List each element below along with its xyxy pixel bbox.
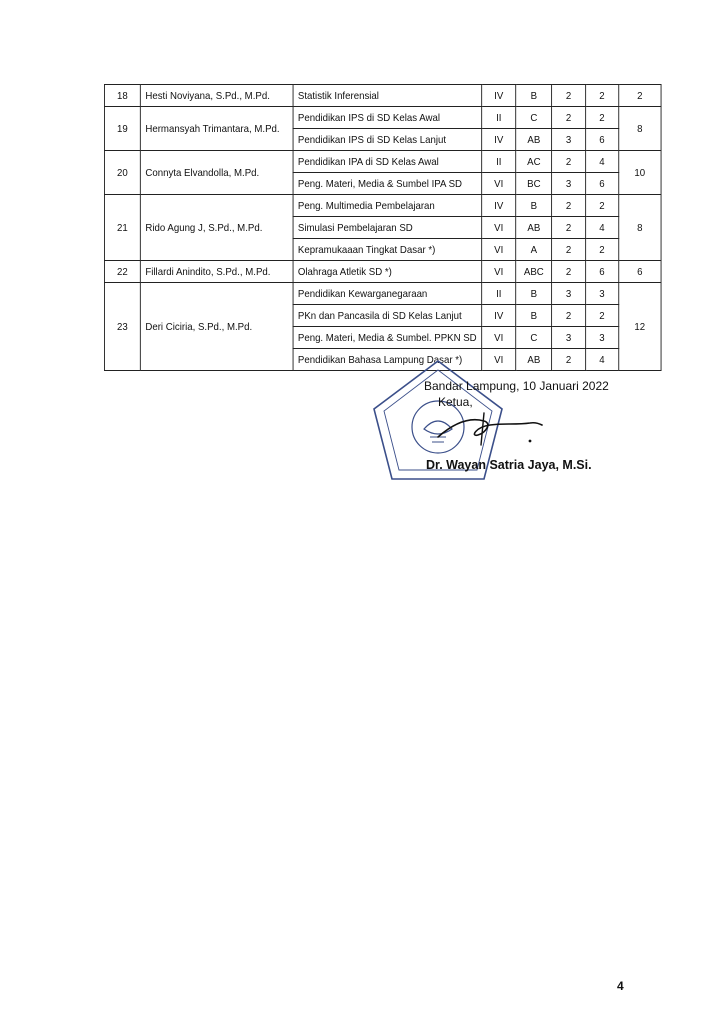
semester: VI <box>482 239 516 261</box>
page-number: 4 <box>617 979 624 993</box>
class-group: C <box>516 107 552 129</box>
load-count: 4 <box>585 151 618 173</box>
table-row <box>104 107 661 129</box>
class-group: AC <box>516 151 552 173</box>
class-group: AB <box>516 349 552 371</box>
lecturer-name: Hermansyah Trimantara, M.Pd. <box>140 107 293 151</box>
semester: IV <box>482 195 516 217</box>
credit-count: 2 <box>552 151 585 173</box>
credit-count: 2 <box>552 349 585 371</box>
course-name: Statistik Inferensial <box>293 85 482 107</box>
class-group: AB <box>516 129 552 151</box>
credit-count: 2 <box>552 239 585 261</box>
class-group: A <box>516 239 552 261</box>
load-count: 3 <box>585 283 618 305</box>
load-count: 4 <box>585 349 618 371</box>
lecturer-name: Connyta Elvandolla, M.Pd. <box>140 151 293 195</box>
row-number: 22 <box>104 261 140 283</box>
course-name: Peng. Materi, Media & Sumbel. PPKN SD <box>293 327 482 349</box>
load-count: 6 <box>585 261 618 283</box>
total-load: 6 <box>619 261 662 283</box>
credit-count: 2 <box>552 85 585 107</box>
row-number: 23 <box>104 283 140 371</box>
semester: II <box>482 283 516 305</box>
semester: II <box>482 107 516 129</box>
semester: IV <box>482 129 516 151</box>
credit-count: 2 <box>552 261 585 283</box>
semester: VI <box>482 217 516 239</box>
course-name: Pendidikan IPS di SD Kelas Lanjut <box>293 129 482 151</box>
row-number: 19 <box>104 107 140 151</box>
semester: VI <box>482 173 516 195</box>
lecturer-name: Deri Ciciria, S.Pd., M.Pd. <box>140 283 293 371</box>
semester: VI <box>482 261 516 283</box>
course-name: Peng. Multimedia Pembelajaran <box>293 195 482 217</box>
total-load: 8 <box>619 107 662 151</box>
load-count: 2 <box>585 195 618 217</box>
signer-name: Dr. Wayan Satria Jaya, M.Si. <box>426 458 592 472</box>
lecturer-name: Rido Agung J, S.Pd., M.Pd. <box>140 195 293 261</box>
load-count: 3 <box>585 327 618 349</box>
class-group: B <box>516 305 552 327</box>
teaching-load-table <box>104 84 662 371</box>
credit-count: 2 <box>552 107 585 129</box>
total-load: 12 <box>619 283 662 371</box>
course-name: PKn dan Pancasila di SD Kelas Lanjut <box>293 305 482 327</box>
load-count: 2 <box>585 85 618 107</box>
row-number: 21 <box>104 195 140 261</box>
credit-count: 2 <box>552 217 585 239</box>
table-row <box>104 195 661 217</box>
semester: IV <box>482 305 516 327</box>
credit-count: 2 <box>552 305 585 327</box>
load-count: 2 <box>585 305 618 327</box>
handwritten-signature <box>434 403 544 451</box>
class-group: ABC <box>516 261 552 283</box>
lecturer-name: Fillardi Anindito, S.Pd., M.Pd. <box>140 261 293 283</box>
table-body <box>104 85 661 371</box>
load-count: 2 <box>585 239 618 261</box>
class-group: B <box>516 85 552 107</box>
signature-block <box>368 355 608 490</box>
semester: IV <box>482 85 516 107</box>
load-count: 2 <box>585 107 618 129</box>
semester: VI <box>482 327 516 349</box>
total-load: 8 <box>619 195 662 261</box>
semester: II <box>482 151 516 173</box>
class-group: BC <box>516 173 552 195</box>
class-group: AB <box>516 217 552 239</box>
credit-count: 3 <box>552 283 585 305</box>
class-group: C <box>516 327 552 349</box>
class-group: B <box>516 283 552 305</box>
course-name: Olahraga Atletik SD *) <box>293 261 482 283</box>
place-date: Bandar Lampung, 10 Januari 2022 <box>424 379 609 393</box>
table-row <box>104 261 661 283</box>
table-row <box>104 151 661 173</box>
row-number: 18 <box>104 85 140 107</box>
load-count: 6 <box>585 129 618 151</box>
course-name: Kepramukaaan Tingkat Dasar *) <box>293 239 482 261</box>
course-name: Pendidikan Bahasa Lampung Dasar *) <box>293 349 482 371</box>
credit-count: 2 <box>552 195 585 217</box>
signer-role: Ketua, <box>438 395 473 409</box>
load-count: 6 <box>585 173 618 195</box>
table-row <box>104 85 661 107</box>
class-group: B <box>516 195 552 217</box>
total-load: 2 <box>619 85 662 107</box>
lecturer-name: Hesti Noviyana, S.Pd., M.Pd. <box>140 85 293 107</box>
row-number: 20 <box>104 151 140 195</box>
course-name: Peng. Materi, Media & Sumbel IPA SD <box>293 173 482 195</box>
course-name: Simulasi Pembelajaran SD <box>293 217 482 239</box>
course-name: Pendidikan IPS di SD Kelas Awal <box>293 107 482 129</box>
course-name: Pendidikan Kewarganegaraan <box>293 283 482 305</box>
table-row <box>104 283 661 305</box>
load-count: 4 <box>585 217 618 239</box>
credit-count: 3 <box>552 129 585 151</box>
course-name: Pendidikan IPA di SD Kelas Awal <box>293 151 482 173</box>
credit-count: 3 <box>552 173 585 195</box>
credit-count: 3 <box>552 327 585 349</box>
semester: VI <box>482 349 516 371</box>
total-load: 10 <box>619 151 662 195</box>
